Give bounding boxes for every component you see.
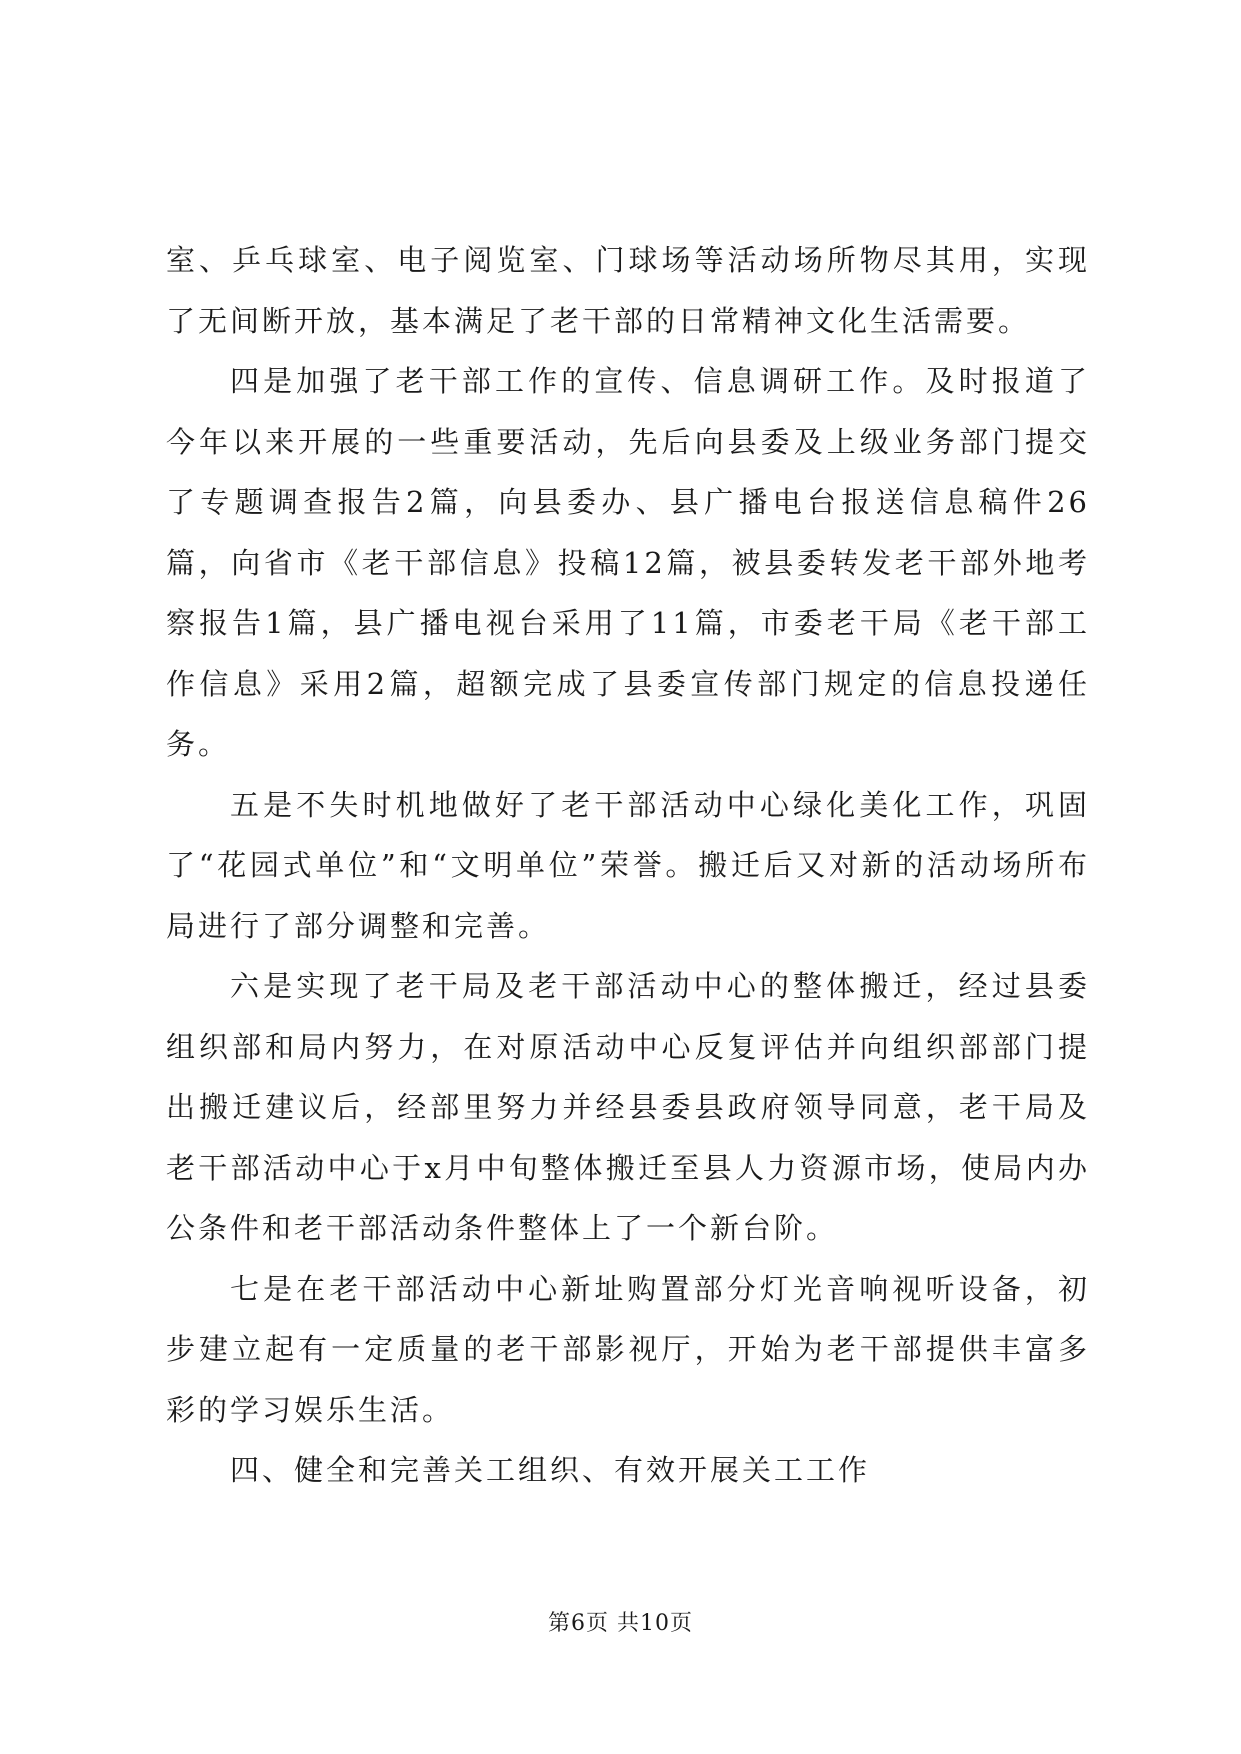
paragraph-3: 五是不失时机地做好了老干部活动中心绿化美化工作，巩固了“花园式单位”和“文明单位”荣誉。搬迁后又对新的活动场所布局进行了部分调整和完善。 bbox=[166, 787, 1090, 943]
paragraph-2: 四是加强了老干部工作的宣传、信息调研工作。及时报道了今年以来开展的一些重要活动，先后向县委及上级业务部门提交了专题调查报告2篇，向县委办、县广播电台报送信息稿件26篇，向省市《老干部信息》投稿12篇，被县委转发老干部外地考察报告1篇，县广播电视台采用了11篇，市委老干局《老干部工作信息》采用2篇，超额完成了县委宣传部门规定的信息投递任务。 bbox=[166, 364, 1090, 761]
document-body bbox=[166, 230, 1090, 1501]
paragraph-5: 七是在老干部活动中心新址购置部分灯光音响视听设备，初步建立起有一定质量的老干部影视厅，开始为老干部提供丰富多彩的学习娱乐生活。 bbox=[166, 1271, 1090, 1427]
section-heading: 四、健全和完善关工组织、有效开展关工工作 bbox=[230, 1453, 871, 1487]
paragraph-1: 室、乒乓球室、电子阅览室、门球场等活动场所物尽其用，实现了无间断开放，基本满足了老干部的日常精神文化生活需要。 bbox=[166, 243, 1090, 338]
paragraph-4: 六是实现了老干局及老干部活动中心的整体搬迁，经过县委组织部和局内努力，在对原活动中心反复评估并向组织部部门提出搬迁建议后，经部里努力并经县委县政府领导同意，老干局及老干部活动中心于x月中旬整体搬迁至县人力资源市场，使局内办公条件和老干部活动条件整体上了一个新台阶。 bbox=[166, 969, 1090, 1245]
page-number-footer: 第6页 共10页 bbox=[548, 1611, 693, 1636]
